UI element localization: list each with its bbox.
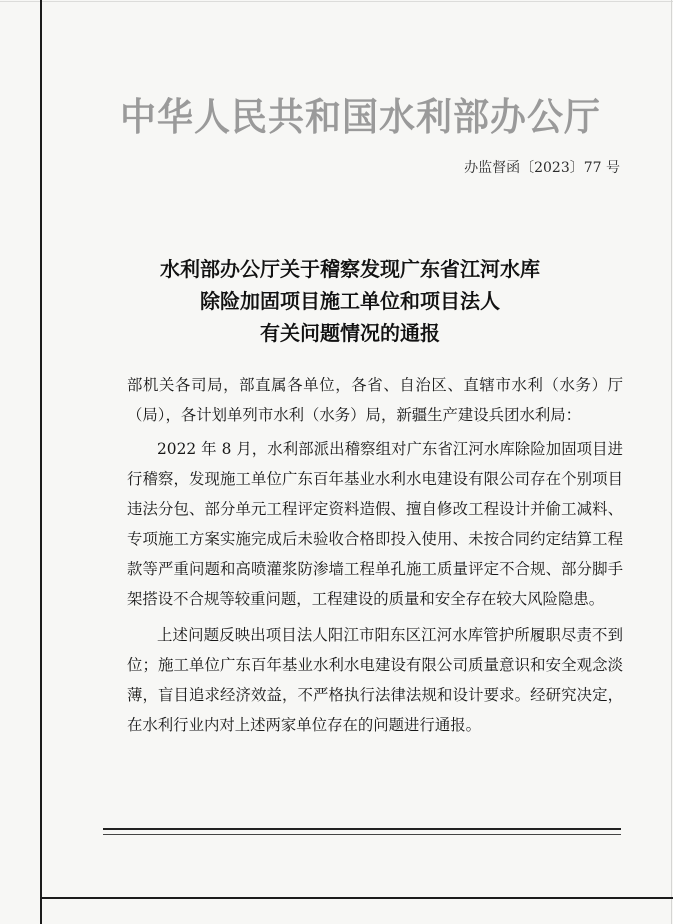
salutation: 部机关各司局，部直属各单位，各省、自治区、直辖市水利（水务）厅（局），各计划单列市水利（水务）局，新疆生产建设兵团水利局： (127, 376, 623, 424)
masthead-title: 中华人民共和国水利部办公厅 (120, 95, 602, 140)
paragraph-findings: 2022 年 8 月，水利部派出稽察组对广东省江河水库除险加固项目进行稽察，发现施工单位广东百年基业水利水电建设有限公司存在个别项目违法分包、部分单元工程评定资料造假、擅自修改工程设计并偷工减料、专项施工方案实施完成后未验收合格即投入使用、未按合同约定结算工程款等严重问题和高喷灌浆防渗墙工程单孔施工质量评定不合规、部分脚手架搭设不合规等较重问题，工程建设的质量和安全存在较大风险隐患。 (127, 440, 623, 608)
document-title (90, 253, 610, 349)
title-line-2: 除险加固项目施工单位和项目法人 (200, 289, 500, 313)
scan-edge-left (40, 0, 42, 924)
scan-edge-right (671, 0, 672, 924)
separator-rule-thick (103, 828, 621, 830)
title-line-3: 有关问题情况的通报 (260, 321, 440, 345)
scan-edge-bottom (40, 897, 673, 899)
title-line-1: 水利部办公厅关于稽察发现广东省江河水库 (160, 257, 540, 281)
document-number: 办监督函〔2023〕77 号 (464, 160, 620, 176)
separator-rule-thin (103, 834, 621, 835)
document-body (127, 370, 623, 746)
scan-edge-top (0, 1, 673, 2)
paragraph-decision: 上述问题反映出项目法人阳江市阳东区江河水库管护所履职尽责不到位；施工单位广东百年基业水利水电建设有限公司质量意识和安全观念淡薄，盲目追求经济效益，不严格执行法律法规和设计要求。经研究决定，在水利行业内对上述两家单位存在的问题进行通报。 (127, 626, 623, 734)
